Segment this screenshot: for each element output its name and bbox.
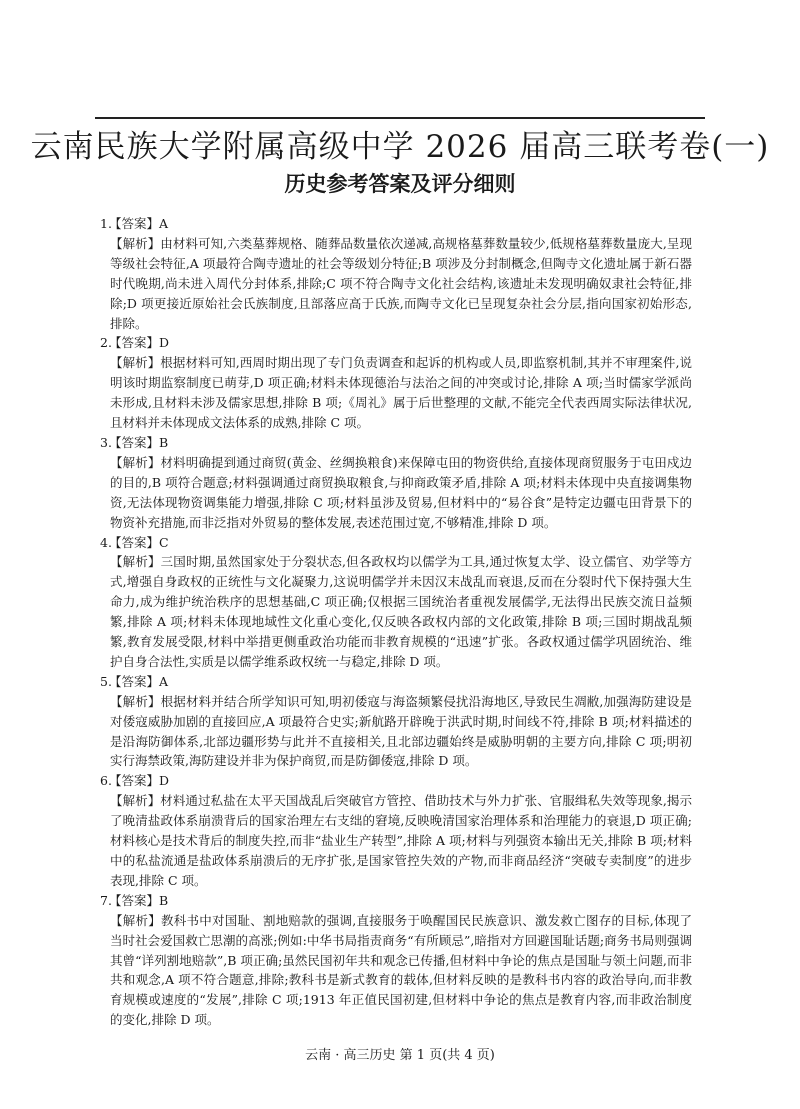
question-number: 4. bbox=[100, 534, 112, 550]
page-subtitle: 历史参考答案及评分细则 bbox=[284, 172, 516, 196]
question-number: 3. bbox=[100, 434, 112, 450]
top-rule bbox=[95, 117, 705, 119]
answer-text: 【答案】B bbox=[109, 434, 169, 450]
question-number: 6. bbox=[100, 773, 112, 789]
analysis-text: 【解析】材料通过私盐在太平天国战乱后突破官方管控、借助技术与外力扩张、官服缉私失效等现象,揭示了晚清盐政体系崩溃背后的国家治理左右支绌的窘境,反映晚清国家治理体系和治理能力的衰退,D 项正确;材料核心是技术背后的制度失控,而非“盐业生产转型”,排除 A 项;材料与列强资本输出无关,排除 B 项;材料中的私盐流通是盐政体系崩溃后的无序扩张,是国家管控失效的产物,而非商品经济“突破专卖制度”的进步表现,排除 C 项。 bbox=[110, 793, 692, 888]
analysis-text: 【解析】材料明确提到通过商贸(黄金、丝绸换粮食)来保障屯田的物资供给,直接体现商贸服务于屯田戍边的目的,B 项符合题意;材料强调通过商贸换取粮食,与抑商政策矛盾,排除 A 项;材料未体现中央直接调集物资,无法体现物资调集能力增强,排除 C 项;材料虽涉及贸易,但材料中的“易谷食”是特定边疆屯田背景下的物资补充措施,而非泛指对外贸易的整体发展,表述范围过宽,不够精准,排除 D 项。 bbox=[110, 454, 692, 530]
question-item bbox=[100, 891, 692, 1030]
answer-text: 【答案】A bbox=[109, 673, 169, 689]
analysis-text: 【解析】三国时期,虽然国家处于分裂状态,但各政权均以儒学为工具,通过恢复太学、设立儒官、劝学等方式,增强自身政权的正统性与文化凝聚力,这说明儒学并未因汉末战乱而衰退,反而在分裂时代下保持强大生命力,成为维护统治秩序的思想基础,C 项正确;仅根据三国统治者重视发展儒学,无法得出民族交流日益频繁,排除 A 项;材料未体现地域性文化重心变化,仅反映各政权内部的文化政策,排除 B 项;三国时期战乱频繁,教育发展受限,材料中举措更侧重政治功能而非教育规模的“迅速”扩张。各政权通过儒学巩固统治、维护自身合法性,实质是以儒学维系政权统一与稳定,排除 D 项。 bbox=[110, 554, 692, 669]
question-item bbox=[100, 214, 692, 333]
answer-text: 【答案】D bbox=[109, 335, 170, 351]
page-title: 云南民族大学附属高级中学 2026 届高三联考卷(一) bbox=[30, 129, 770, 165]
answer-text: 【答案】D bbox=[109, 773, 170, 789]
answer-text: 【答案】C bbox=[109, 534, 169, 550]
question-number: 7. bbox=[100, 892, 112, 908]
question-number: 5. bbox=[100, 673, 112, 689]
question-item bbox=[100, 672, 692, 772]
analysis-text: 【解析】教科书中对国耻、割地赔款的强调,直接服务于唤醒国民民族意识、激发救亡图存的目标,体现了当时社会爱国救亡思潮的高涨;例如:中华书局指责商务“有所顾忌”,暗指对方回避国耻话题;商务书局则强调其曾“详列割地赔款”,B 项正确;虽然民国初年共和观念已传播,但材料中争论的焦点是国耻与领土问题,而非共和观念,A 项不符合题意,排除;教科书是新式教育的载体,但材料反映的是教科书内容的政治导向,而非教育规模或速度的“发展”,排除 C 项;1913 年正值民国初建,但材料中争论的焦点是教育内容,而非政治制度的变化,排除 D 项。 bbox=[110, 912, 692, 1028]
question-number: 2. bbox=[100, 335, 112, 351]
question-item bbox=[100, 771, 692, 890]
question-item bbox=[100, 433, 692, 533]
question-number: 1. bbox=[100, 216, 112, 231]
question-item bbox=[100, 333, 692, 433]
page-footer: 云南 · 高三历史 第 1 页(共 4 页) bbox=[305, 1048, 495, 1063]
analysis-text: 【解析】根据材料可知,西周时期出现了专门负责调查和起诉的机构或人员,即监察机制,其并不审理案件,说明该时期监察制度已萌芽,D 项正确;材料未体现德治与法治之间的冲突或讨论,排除 A 项;当时儒家学派尚未形成,且材料未涉及儒家思想,排除 B 项;《周礼》属于后世整理的文献,不能完全代表西周实际法律状况,且材料并未体现成文法体系的成熟,排除 C 项。 bbox=[110, 355, 692, 431]
question-item bbox=[100, 533, 692, 672]
analysis-text: 【解析】根据材料并结合所学知识可知,明初倭寇与海盗频繁侵扰沿海地区,导致民生凋敝,加强海防建设是对倭寇威胁加剧的直接回应,A 项最符合史实;新航路开辟晚于洪武时期,时间线不符,排除 B 项;材料描述的是沿海防御体系,北部边疆形势与此并不直接相关,且北部边疆始终是威胁明朝的主要方向,排除 C 项;明初实行海禁政策,海防建设并非为保护商贸,而是防御倭寇,排除 D 项。 bbox=[110, 693, 692, 769]
answer-text: 【答案】B bbox=[109, 892, 169, 908]
analysis-text: 【解析】由材料可知,六类墓葬规格、随葬品数量依次递减,高规格墓葬数量较少,低规格墓葬数量庞大,呈现等级社会特征,A 项最符合陶寺遗址的社会等级划分特征;B 项涉及分封制概念,但陶寺文化遗址属于新石器时代晚期,尚未进入周代分封体系,排除;C 项不符合陶寺文化社会结构,该遗址未发现明确奴隶社会特征,排除;D 项更接近原始社会氏族制度,且部落应高于氏族,而陶寺文化已呈现复杂社会分层,指向国家初始形态,排除。 bbox=[110, 235, 692, 331]
answer-text: 【答案】A bbox=[109, 216, 169, 231]
answer-list bbox=[100, 214, 692, 1030]
